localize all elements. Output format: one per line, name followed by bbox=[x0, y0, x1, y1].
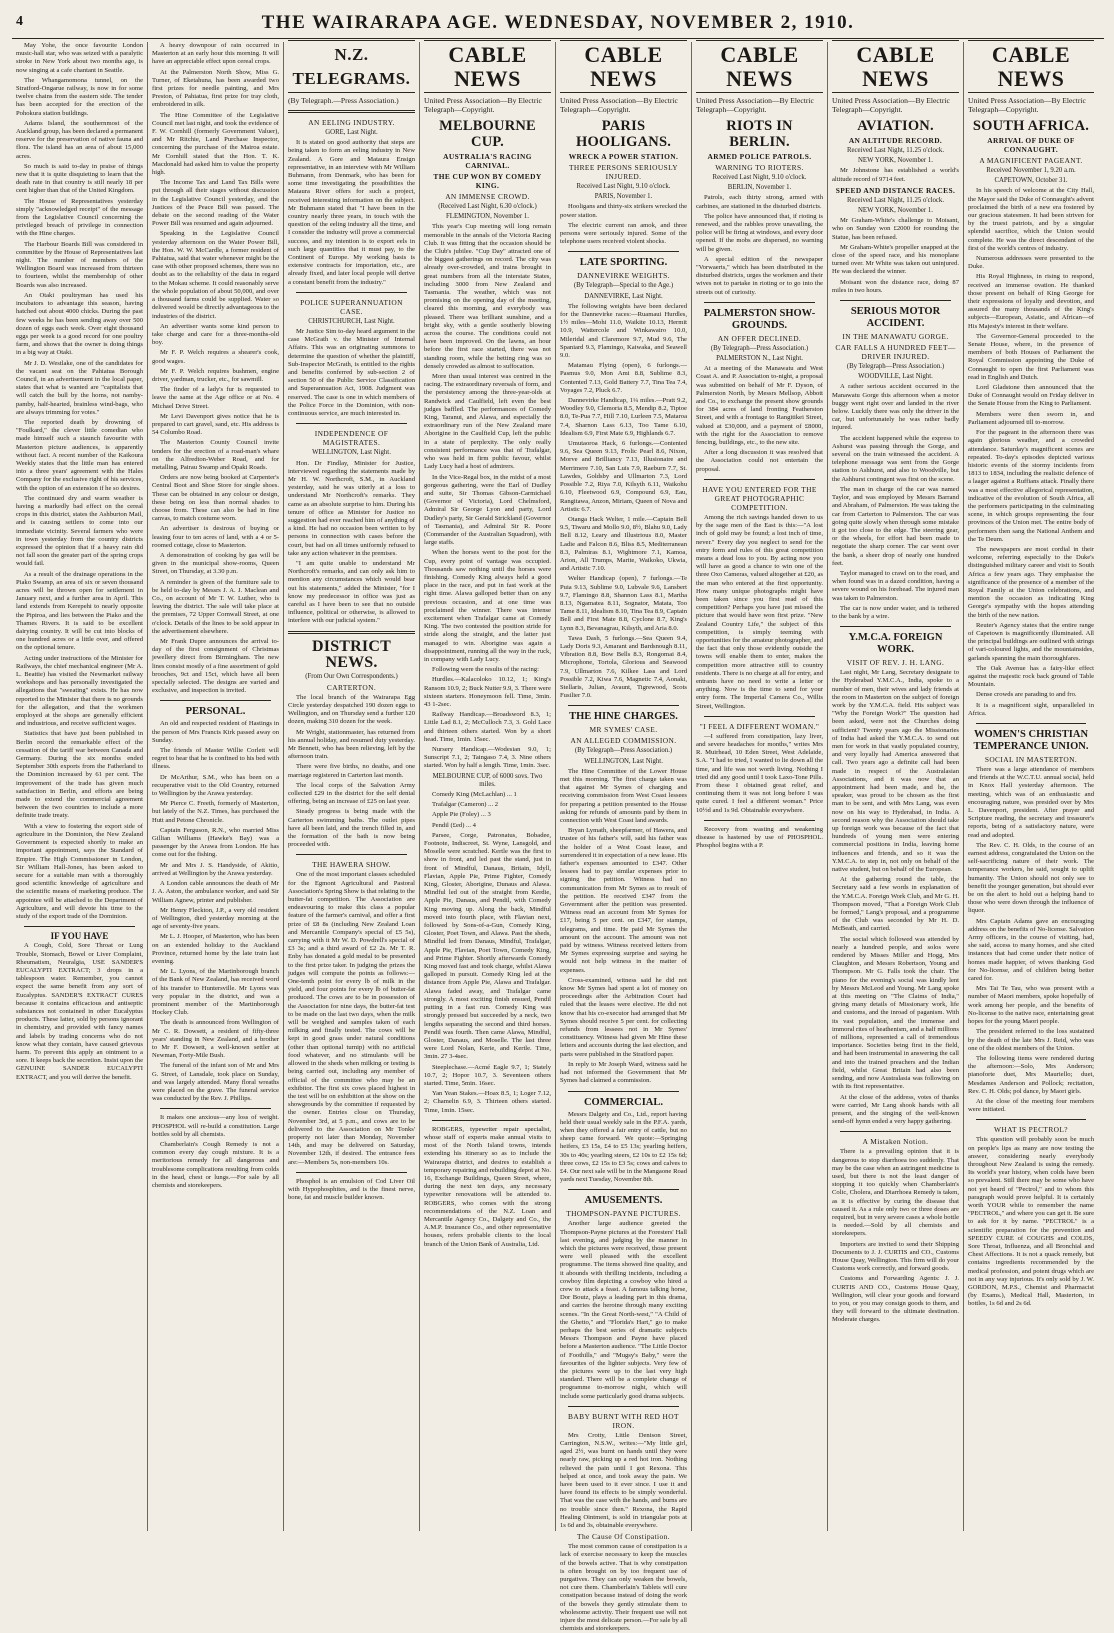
mistaken-notion-paragraphs bbox=[832, 1148, 959, 1324]
cup-results bbox=[424, 791, 551, 830]
article-paragraph: This year's Cup meeting will long remain memorable in the annals of the Victoria Racing Club. It was fitting that the occasion should be the Club's jubilee. "Cup Day" attracted one of the biggest gatherings on record. The city was already over-crowded, and trains brought in great numbers from all the interstate States, including 3000 from New Zealand and Tasmania. The weather, which was not promising on the opening day of the meeting, cleared this morning, and everybody was pleased. There was brilliant sunshine, and a bright sky, with a gentle southerly blowing across the course. The conditions could not have been improved. On the lawns, an hour before the first race started, there was not standing room, while the betting ring was so densely crowded as almost to suffocation. bbox=[424, 223, 551, 370]
article-paragraph: The Rev. C. H. Olds, in the course of an earnest address, congratulated the Union on the self-sacrificing nature of their work. The temperance workers, he said, sought to uplift humanity. The Union should not only see to benefit the younger generation, but should ever be on the alert to hold out a helping hand to those who were down through the influence of liquor. bbox=[968, 841, 1094, 915]
subheading: DANNEVIRKE WEIGHTS. bbox=[577, 271, 670, 281]
article-paragraph: One of the most important classes scheduled for the Egmont Agricultural and Pastoral Association's Spring Show is that relating to the butter-fat competition. The Association are endeavouring to make this class a popular feature of the farmer's carnival, and offer a first prize of £8 8s (including New Zealand Loan and Mercantile Company's special of £5 5s), carrying with it Mr W. D. Powdrell's special of £3 3s; and a third award of £2 2s. Mr T. R. Enby has donated a gold medal to be presented to the first prize taker. In judging the prizes the judges will compute the points as follows:—One-tenth point for every lb of milk in the yield, and four points for every lb of butter-fat produced. The cows are to be in possession of the Association for nine days, the butter-fat test to be made on the last two days, when the milk will be weighed and samples taken of each milking and finally tested. The cows will be kept in good grass under natural conditions (other than optional turnip) with no artificial food whatever, and no stimulants will be allowed in the sheds when milking or testing is being carried out, including any member of official of the committee who may be an exhibitor. The first six cows placed highest in the test will be on exhibition at the show on the showgrounds by the committee if requested by the owner. Entries close on Thursday, November 3rd, at 5 p.m., and cows are to be delivered to the Association on Mr Tonks' property not later than Monday, November 14th, and may be delivered on Saturday, November 12th, if desired. The entrance fees are:—Members 5s, non-members 10s. bbox=[288, 871, 415, 1166]
received-line: Received Last Night, 9.10 o'clock. bbox=[712, 174, 807, 181]
aviation-paragraphs bbox=[832, 167, 959, 183]
article-paragraph: Mrs Crotty, Little Denison Street, Carrington, N.S.W., writes:—"My little girl, aged 2½, was burnt on hands until they were nearly raw, picking up a red hot iron. Nothing relieved the pain until I got Rexona. This helped at once, and took away the pain. We have been used to it ever since. I use it and have found its effects to be simply wonderful. That was the case with the hands, and burns are no trouble since then." Rexona, the Rapid Healing Ointment, is sold in triangular pots at 1s 6d and 3s, obtainable everywhere. bbox=[560, 1431, 687, 1530]
paris-heading: PARIS HOOLIGANS. bbox=[575, 118, 672, 150]
article-paragraph: The Income Tax and Land Tax Bills were put through all their stages without discussion in the Legislative Council yesterday, and the Justices of the Peace Bill was passed. The debate on the second reading of the Water Power Bill was resumed and again adjourned. bbox=[152, 179, 279, 228]
cup-results-heading: MELBOURNE CUP, of 6000 sovs. Two miles. bbox=[432, 772, 543, 788]
article-paragraph: Nursery Handicap.—Wodesian 9.0, 1; Sunscript 7.1, 2; Taingaso 7.4, 3. Nine others started. Won by half a length. Time, 1min. 3sec. bbox=[424, 746, 551, 770]
article-paragraph: Cross-examined, witness said he did not know Mr Symes had spent a lot of money on proceedings after the Arbitration Court had ruled that the leases were elective. He did not know that his co-executor had arranged that Mr Symes should receive 5 per cent. for collecting refunds from lessees not in Mr Symes' constituency. Witness had given Mr Hine these letters and accounts during the last election, and parts were published in the Stratford paper. bbox=[560, 976, 687, 1058]
article-paragraph: Trafalgar (Cameron) ... 2 bbox=[432, 801, 499, 809]
article-paragraph: When the horses went to the post for the Cup, every point of vantage was occupied. Thousands saw nothing until the horses were finishing. Comedy King always held a good place in the race, and put in fast work at the right time. Alawa galloped better than on any previous occasion, and at one time was proclaimed the winner. There was intense excitement when Trafalgar came at Comedy King. The two contested the position stride for stride along the straight, and the latter just managed to win. Aborigine was again a disappointment, running all the way in the ruck, in company with Lady Lucy. bbox=[424, 549, 551, 663]
divider bbox=[160, 700, 271, 701]
article-paragraph: Taylor managed to crawl on to the road, and when found was in a dazed condition, having a severe wound on his forehead. The injured man was taken to Palmerston. bbox=[832, 569, 959, 602]
article-paragraph: Patrols, each thirty strong, armed with carbines, are stationed in the disturbed districts. bbox=[696, 194, 823, 210]
divider bbox=[704, 716, 815, 717]
subheading: WARNING TO RIOTERS. bbox=[715, 163, 804, 172]
article-paragraph: Otanga Hack Welter, 1 mile.—Captain Bell 9.5, Tiwaru and Mollo 9.0, 8½, Blahu 9.0, Lady Bell 8.12, Leary and Illustrious 8.0, Master Ladie and Falcon 8.6, Bliss 8.5, Mediterranean 8.3, Palmiras 8.1, Wightmore 7.1, Kamoa, Arion, All Trumps, Marite, Waikoko, Ukwia, and Artistic 7.10. bbox=[560, 515, 687, 573]
late-sporting-heading: LATE SPORTING. bbox=[579, 257, 668, 269]
rexona-heading: BABY BURNT WITH RED HOT IRON. bbox=[568, 1411, 679, 1430]
article-paragraph: Following were the results of the racing: bbox=[432, 666, 539, 674]
article-paragraph: After a long discussion it was resolved that the Association could not entertain the proposal. bbox=[696, 449, 823, 473]
divider bbox=[296, 1172, 407, 1173]
commercial-paragraphs bbox=[560, 1111, 687, 1185]
article-paragraph: The reported death by drowning of "Foulkard," the clever little comedian who made himself such a staunch favourite with Masterton picture audiences, is apparently without fact. A recent number of the Kaikoura Weekly states that the little man has entered into a three years' agreement with the Hales Company for the exclusive right of his services, with the option of an extension if he so desires. bbox=[16, 418, 143, 492]
article-paragraph: Tawa Dash, 5 furlongs.—Sea Queen 9.4, Lady Doris 9.3, Amarant and Bardsnough 8.11, Vibration 8.8, Bow Bells 8.3, Rongomai 8.4, Microphone, Tortola, Glorious and Seawood 7.9, Ullmarton 7.6, Kilkee Lass and Lord Possible 7.2, Kiwa 7.6, Magnetic 7.4, Aonaki, Stellaris, Julian, Avaunt, Tigrewood, Scots Fusilier 7.0. bbox=[560, 634, 687, 700]
dateline: WOODVILLE, Last Night. bbox=[858, 373, 933, 381]
dateline: BERLIN, November 1. bbox=[727, 184, 792, 192]
rexona-paragraphs bbox=[560, 1432, 687, 1530]
eucalypti-advert: A Cough, Cold, Sore Throat or Lung Trouble, Stomach, Bowel or Liver Complaint, Rheumatism, Neuralgia, USE SANDER'S EUCALYPTI EXTRACT; 3 drops in a tablespoon water. Remember, you cannot expect the same benefit from any sort of Eucalyptus. SANDER'S EXTRACT CURES because it contains efficacious and antiseptic substances not contained in other Eucalyptus products. These latter, sold by persons ignorant in chemistry, and provided with fancy names and labels by trading concerns who do not know what they contain, have caused grievous harm. To prevent this apply an ointment to a sore. It keeps back the secretion. Insist upon the GENUINE SANDER EUCALYPTI EXTRACT, and you will derive the benefit. bbox=[16, 942, 143, 1081]
amusements-paragraphs bbox=[560, 1220, 687, 1400]
columns bbox=[12, 42, 1104, 1633]
article-paragraph: —I suffered from constipation, lazy liver, and severe headaches for months," writes Mrs R. Muirhead, 10 Eden Street, West Adelaide, S.A. "I had to tried, I wanted to lie down all the time, and life was not worth living. Nothing I tried did any good until I took Laxo-Tone Pills. From these I obtained great relief, and continuing them it was not long before I was quite cured. I feel a different woman." Price 10½d and 1s 9d. Obtainable everywhere. bbox=[696, 732, 823, 814]
sporting-paragraphs bbox=[560, 303, 687, 701]
cable-news-banner: CABLE NEWS bbox=[424, 40, 551, 93]
hine-charges-heading: THE HINE CHARGES. bbox=[569, 711, 678, 723]
article-paragraph: Numerous addresses were presented to the Duke. bbox=[968, 255, 1094, 271]
article-paragraph: Captain Ferguson, R.N., who married Miss Gillian Williams (Hawke's Bay) was a passenger by the Arawa from London. He has come out for the fishing. bbox=[152, 826, 279, 859]
amusements-heading: AMUSEMENTS. bbox=[584, 1195, 663, 1207]
wctu-heading: WOMEN'S CHRISTIAN TEMPERANCE UNION. bbox=[973, 729, 1089, 752]
subheading: AUSTRALIA'S RACING CARNIVAL. bbox=[443, 152, 532, 170]
divider bbox=[288, 631, 415, 634]
local-paragraphs bbox=[16, 42, 143, 921]
article-paragraph: The electric current ran amok, and three persons were seriously injured. Some of the telephone users received violent shocks. bbox=[560, 221, 687, 246]
credit-line: (By Telegraph—Press Association.) bbox=[574, 747, 673, 755]
press-credit: United Press Association—By Electric Telegraph—Copyright. bbox=[560, 96, 678, 114]
article-paragraph: May Yohe, the once favourite London music-hall star, who was seized with a paralytic stroke in New York about two months ago, is now singing at a cafe chantant in Seattle. bbox=[16, 42, 143, 74]
article-paragraph: Welter Handicap (open), 7 furlongs.—Te Puia 9.13, Sublime 9.0, Lubvale 9.6, Lansbert 9.7, Flamingo 8.8, Shannon Lass 8.1, Martha 8.13, Ngamatea 8.11, Sognator, Matata, Too Tame 8.11, Idealism 8.10, Tina Tea 8.9, Captain Bell and First Mate 8.8, Cyclone 8.7, King's Lynn 8.3, Bevanagrau, Kilsyth, and Aria 8.0. bbox=[560, 575, 687, 632]
dateline: WELLINGTON, Last Night. bbox=[584, 757, 663, 765]
article-paragraph: Statistics that have just been published in Berlin record the remarkable effect of the cessation of the tariff war between Canada and Germany. During the six months ended September 30th exports from the Fatherland to the Dominion increased by 61 per cent. The improvement of the trade has given much satisfaction in Berlin, and efforts are being made to extend the commercial agreement between the two countries to include a more definite trade treaty. bbox=[16, 730, 143, 820]
article-paragraph: The most common cause of constipation is a lack of exercise necessary to keep the muscles of the bowels active. That is why constipation is often brought on by too frequent use of purgatives. They can only weaken the bowels, not cure them. Chamberlain's Tablets will cure constipation because instead of doing the work of the bowels they gently stimulate them to wholesome activity. Their frequent use will not injure the most delicate person.—For sale by all chemists and storekeepers. bbox=[560, 1543, 687, 1633]
police-paragraphs bbox=[288, 328, 415, 418]
article-paragraph: Comedy King (McLachlan) ... 1 bbox=[432, 791, 517, 799]
pectrol-paragraphs bbox=[968, 1136, 1094, 1308]
divider bbox=[288, 110, 415, 113]
palmerston-heading: PALMERSTON SHOW-GROUNDS. bbox=[703, 307, 816, 331]
aviation-heading: AVIATION. bbox=[857, 118, 934, 134]
photo-competition-heading: HAVE YOU ENTERED FOR THE GREAT PHOTOGRAPHIC COMPETITION. bbox=[702, 484, 817, 512]
article-paragraph: With a view to fostering the export side of agriculture in the Dominion, the New Zealand Government is expected shortly to make an important appointment, says the Standard of Empire. The High Commissioner in London, Sir William Hall-Jones, has been asked to secure for a suitable man with a thoroughly good scientific knowledge of agriculture and the scientific means of marketing produce. The appointee will be attached to the Department of Agriculture, and will devote his time to the study of the export trade of the Dominion. bbox=[16, 822, 143, 920]
article-paragraph: The newspapers are most cordial in their welcome, referring especially to the Duke's distinguished military career and visit to South Africa a few years ago. They emphasise the significance of the presence of a member of the Royal Family at the Union celebrations, and mention the occasion as indicating King George's sympathy with the hopes attending the birth of the new nation. bbox=[968, 545, 1094, 619]
received-line: (Received Last Night, 6.30 o'clock.) bbox=[438, 203, 537, 210]
dateline: CHRISTCHURCH, Last Night. bbox=[308, 317, 395, 325]
article-paragraph: Customs and Forwarding Agents: J. J. CURTIS AND CO., Customs House Quay, Wellington, will clear your goods and forward to you, or you may consign goods to them, and they will forward to the ultimate destination. Moderate charges. bbox=[832, 1275, 959, 1324]
article-paragraph: In his speech of welcome at the City Hall, the Mayor said the Duke of Connaught's advent proclaimed the birth of a new era fostered by our gracious statesmen. It had been striven for by the truest patriots, and by a singular splendid sacrifice, which the Union would complete. He was the direct descendant of the first of the world's centres of industry. bbox=[968, 187, 1094, 252]
article-paragraph: Mr Henry Fleckton, J.P., a very old resident of Wellington, died yesterday morning at the age of seventy-five years. bbox=[152, 906, 279, 931]
dateline: PARIS, November 1. bbox=[594, 193, 653, 201]
robgers-advert: ROBGERS, typewriter repair specialist, whose staff of experts make annual visits to most of the North Island towns, intends extending his itinerary so as to include the Wairarapa district, and desires to establish a temporary repairing and rebuilding depot at No. 16, Exchange Buildings, Queen Street, where, during the next ten days, any necessary typewriter renovations will be attended to. ROBGERS, who comes with the strong recommendations of the N.Z. Loan and Mercantile Agency Co., Dalgety and Co., the A.M.P. Insurance Co., and other representative houses, refers probable clients to the local branch of the Union Bank of Australia, Ltd. bbox=[424, 1125, 551, 1248]
subheading: MR SYMES' CASE. bbox=[589, 725, 658, 735]
palmerston-paragraphs bbox=[696, 365, 823, 474]
article-paragraph: Mr and Mrs J. S. Handyside, of Akitio, arrived at Wellington by the Arawa yesterday. bbox=[152, 861, 279, 877]
dateline: PALMERSTON N., Last Night. bbox=[716, 355, 803, 363]
article-paragraph: The Governor-General proceeded to the Senate House, where, in the presence of members of both Houses of Parliament the Royal Commission appointing the Duke of Connaught to open the first Parliament was read in English and Dutch. bbox=[968, 332, 1094, 381]
article-paragraph: Mr Graham-White's challenge to Moisant, who on Sunday won £2000 for rounding the Statue, has been refused. bbox=[832, 217, 959, 241]
divider bbox=[160, 1108, 271, 1109]
article-paragraph: Mrs Tai Te Tau, who was present with a number of Maori members, spoke hopefully of work among her people, and the benefits of No-license to the native race, entertaining great hopes for the young Maori people. bbox=[968, 985, 1094, 1026]
article-paragraph: An Otaki poultryman has used his incubators to advantage this season, having hatched out about 4000 chicks. During the past few weeks he has been sending away over 500 dozen of eggs each week. Over eight thousand eggs per week is a good record for one poultry farm, and shows that the owner is doing things in a big way at Otaki. bbox=[16, 291, 143, 357]
received-line: Received Last Night, 11.25 o'clock. bbox=[846, 196, 945, 204]
article-paragraph: The president referred to the loss sustained by the death of the late Mrs J. Reid, who was one of the oldest members of the Union. bbox=[968, 1028, 1094, 1052]
divider bbox=[568, 251, 679, 252]
article-paragraph: Orders are now being booked at Carpenter's Central Boot and Shoe Store for single shoes. These can be obtained in any colour or design, these being on less than normal shades to choose from. These can also be had in fine canvas, to match costume worn. bbox=[152, 474, 279, 523]
article-paragraph: So much is said to-day in praise of things new that it is quite disquieting to learn that the death rate in that country is still nearly 18 per cent higher than that of the United Kingdom. bbox=[16, 162, 143, 195]
article-paragraph: Mr Johnstone has established a world's altitude record of 9714 feet. bbox=[832, 167, 959, 183]
newspaper-title: THE WAIRARAPA AGE. WEDNESDAY, NOVEMBER 2, 1910. bbox=[261, 12, 855, 33]
hawera-paragraphs bbox=[288, 871, 415, 1166]
laxo-tone-heading: "I FEEL A DIFFERENT WOMAN." bbox=[699, 721, 820, 731]
divider bbox=[840, 300, 951, 301]
local-paragraphs bbox=[152, 42, 279, 695]
personal-heading: PERSONAL. bbox=[185, 706, 246, 718]
dateline: NEW YORK, November 1. bbox=[858, 207, 933, 215]
article-paragraph: Mr Levi Davenport gives notice that he is prepared to cart gravel, sand, etc. His address is 54 Columbo Road. bbox=[152, 412, 279, 437]
article-paragraph: Mr Pierce C. Freeth, formerly of Masterton, but lately of the N.Z. Times, has purchased the Hutt and Petone Chronicle. bbox=[152, 800, 279, 824]
divider bbox=[296, 292, 407, 293]
dateline: WELLINGTON, Last Night. bbox=[312, 449, 391, 457]
article-paragraph: Steady progress is being made with the Carterton swimming baths. The outlet pipes have all been laid, and the trench filled in, and the formation of the bath is now being proceeded with. bbox=[288, 808, 415, 849]
ymca-paragraphs bbox=[832, 669, 959, 1126]
article-paragraph: Mr Justice Sim to-day heard argument in the case McGrath v. the Minister of Internal Affairs. This was an originating summons to determine the question of whether the plaintiff, Sub-Inspector McGrath, is entitled to the rights and benefits conferred by sub-section 2 of section 50 of the Public Service Classification and Superannuation Act, 1908. Judgment was reserved. The case is one in which members of the Police Force in the Dominion, with non-continuous service, are much interested in. bbox=[288, 328, 415, 418]
motor-accident-heading: SERIOUS MOTOR ACCIDENT. bbox=[850, 306, 941, 330]
hine-paragraphs bbox=[560, 768, 687, 1086]
column-7 bbox=[828, 42, 964, 1531]
column-1 bbox=[12, 42, 148, 1531]
credit-line: (By Telegraph—Press Association.) bbox=[846, 363, 945, 371]
column-4 bbox=[420, 42, 556, 1531]
article-paragraph: The House of Representatives yesterday simply "acknowledged receipt" of the message from the Legislative Council concerning the privileged breach of privilege in connection with the Hine charges. bbox=[16, 197, 143, 238]
subheading: ARRIVAL OF DUKE OF CONNAUGHT. bbox=[987, 136, 1075, 154]
phosphol-advert: Recovery from wasting and weakening disease is hastened by use of PHOSPHOL. Phosphol begins with a P. bbox=[696, 825, 823, 850]
article-paragraph: "I am quite unable to understand Mr Northcroft's remarks, and can only ask him to mention any circumstances which would bear out his statements," added the Minister, "for I know my predecessor in office was just as careful as I have been to see that no outside influence, political or otherwise, is allowed to interfere with our judicial system." bbox=[288, 559, 415, 625]
article-paragraph: At the close of the meeting four members were initiated. bbox=[968, 1097, 1094, 1114]
divider bbox=[704, 302, 815, 303]
article-paragraph: The following items were rendered during the afternoon:—Solo, Mrs Anderson; pianoforte duet, Mrs Mauriello; duet, Mesdames Anderson and Pollock; recitation, Rev. C. H. Olds; pol dance, by Maori girls. bbox=[968, 1054, 1094, 1095]
subheading: VISIT OF REV. J. H. LANG. bbox=[846, 658, 945, 668]
article-paragraph: The Hine Committee of the Lower House met this morning. The first charge taken was that against Mr Symes of charging and receiving commission from West Coast lessees for preparing a petition presented to the House asking for refunds of amounts paid by them in connection with West Coast land awards. bbox=[560, 767, 687, 824]
column-8 bbox=[964, 42, 1098, 1531]
magistrates-paragraphs bbox=[288, 460, 415, 626]
credit-line: (By Telegraph—Special to the Age.) bbox=[573, 282, 674, 290]
police-heading: POLICE SUPERANNUATION CASE. bbox=[300, 297, 403, 316]
article-paragraph: Dense crowds are parading to and fro. bbox=[976, 691, 1077, 699]
press-credit: (By Telegraph.—Press Association.) bbox=[288, 96, 399, 105]
subheading: IN THE MANAWATU GORGE. bbox=[842, 332, 949, 342]
article-paragraph: The finder of a lady's fur is requested to leave the same at the Age office or at No. 4 Michael Drive Street. bbox=[152, 386, 279, 410]
article-paragraph: The social which followed was attended by nearly a hundred people, and solos were rendered by Misses Miller and Hogg, Mrs Claughton, and Messrs Robertson, Young and Thompson. Mr G. Falls took the chair. The piano for the evening's social was kindly lent by Messrs McLeod and Young. Mr Lang spoke at this meeting on "The Claims of India," giving many details of Missionary work, life and customs, and the inroad of paganism. With its vast population, and the immense and immoral rites of heathenism, and a half millions of millions, represented a call of tremendous importance. Societies being first in the field, and had been instrumental in answering the call and into the trained preachers and the Indian field, whilst Great Britain had also been sending, and now Australasia was following on with its first representative. bbox=[832, 935, 959, 1091]
article-paragraph: Mr F. P. Welch requires a shearer's cook, good wages. bbox=[152, 349, 279, 365]
dateline: GORE, Last Night. bbox=[325, 129, 378, 136]
mistaken-notion-heading: A Mistaken Notion. bbox=[862, 1137, 929, 1147]
article-paragraph: At the gathering round the table, the Secretary said a few words in explanation of the Y.M.C.A. Foreign Work Club, and Mr G. H. Thompson moved, "That a Foreign Work Club be formed," Lang's proposal, and a programme of the Club was seconded by Mr H. D. McBeath, and carried. bbox=[832, 876, 959, 933]
motor-accident-paragraphs bbox=[832, 383, 959, 621]
received-line: Received Last Night, 11.25 o'clock. bbox=[846, 147, 945, 154]
dateline: NEW YORK, November 1. bbox=[858, 157, 933, 165]
article-paragraph: His Royal Highness, in rising to respond, received an immense ovation. He thanked those present on behalf of King George for their expressions of loyalty and devotion, and assured the many thousands of the King's subjects—European, Asiatic, and African—of His Majesty's interest in their welfare. bbox=[968, 273, 1094, 330]
divider bbox=[704, 820, 815, 821]
article-paragraph: Railway Handicap.—Broadsword 8.3, 1; Little Lad 8.1, 2; McCulloch 7.3, 3. Gold Lace and thirteen others started. Won by a short head. Time, 1min. 15sec. bbox=[424, 711, 551, 743]
south-africa-paragraphs bbox=[968, 187, 1094, 718]
constipation-paragraphs bbox=[560, 1543, 687, 1633]
article-paragraph: Dannevirke Handicap, 1¼ miles.—Pratt 9.2, Woodley 9.0, Clemoria 8.5, Mendip 8.2, Tiptoe 8.0, Te-Pua 7.7, Hill 7.10, Lurleen 7.5, Mataroa 7.4, Sharnon Lass 6.13, Too Tame 6.10, Idealism 6.9, First Mate 6.9, Highlands 6.7. bbox=[560, 397, 687, 437]
article-paragraph: Bryan Lymath, sheepfarmer, of Hawera, and trustee of his father's will, said his father was the holder of a West Coast lease, and surrendered it in expectation of a new lease. His father's expenses amounted to £347. Other lessees had to pay similar expenses prior to signing the petition. Witness had no communication from Mr Symes as to result of the petition. He received £347 from the Government after the petition was presented. Witness read an account from Mr Symes for £17, being 5 per cent. on £347, for stamps, telegrams, and time. He paid Mr Symes the amount on the account. The amount was not paid by witness. Witness received letters from Mr Symes expressing surprise and saying he would not help witness in the matter of expenses. bbox=[560, 827, 687, 974]
article-paragraph: Mr F. P. Welch requires bushmen, engine driver, yardman, trucker, etc., for sawmill. bbox=[152, 367, 279, 383]
subheading: SPEED AND DISTANCE RACES. bbox=[835, 185, 956, 195]
advert-paragraphs bbox=[152, 1114, 279, 1190]
column-5 bbox=[556, 42, 692, 1633]
commercial-heading: COMMERCIAL. bbox=[583, 1096, 664, 1108]
district-news-heading: DISTRICT NEWS. bbox=[312, 637, 391, 671]
subheading: THREE PERSONS SERIOUSLY INJURED. bbox=[568, 163, 679, 181]
column-3 bbox=[284, 42, 420, 1531]
article-paragraph: The local corps of the Salvation Army collected £29 in the district for the self denial offering, being an increase of £25 on last year. bbox=[288, 781, 415, 806]
article-paragraph: Chamberlain's Cough Remedy is not a common every day cough mixture. It is a meritorious remedy for all dangerous and troublesome complications resulting from colds in the head, chest or lungs.—For sale by all chemists and storekeepers. bbox=[152, 1140, 279, 1189]
article-paragraph: There is a prevailing opinion that it is dangerous to stop diarrhoea too suddenly. That may be the case when an astringent medicine is used, but there is not the least danger of stopping it too quickly when Chamberlain's Colic, Cholera, and Diarrhoea Remedy is taken, as it is effective by curing the disease that caused it. As a rule only two or three doses are required, but in very severe cases a whole bottle is needed.—Sold by all chemists and storekeepers. bbox=[832, 1148, 959, 1238]
subheading: SOCIAL IN MASTERTON. bbox=[984, 755, 1078, 764]
subheading: AN OFFER DECLINED. bbox=[717, 333, 802, 343]
cup-paragraphs-2 bbox=[424, 832, 551, 1115]
article-paragraph: Umutaoroa Hack, 6 furlongs.—Contented 9.6, Sea Queen 9.13, Frolic Pearl 8.6, Nixon, Morve and Brilliancy 7.13, Illusionaire and Merrimere 7.10, San Luis 7.9, Raeburn 7.7, St. Lawdes, Goldsby and Ullmarton 7.3, Lord Possible 7.2, Riya 7.0, Kilsyth 6.11, Waikohu 6.10, Fleetwood 6.9, Compound 6.9, Eau, Rangitawa, Anzon, Miriam, Queen of Nova and Artistic 6.7. bbox=[560, 440, 687, 513]
article-paragraph: A rather serious accident occurred in the Manawatu Gorge this afternoon when a motor buggy went right over and landed in the river below. Luckily there was only the driver in the car, but unfortunately he was rather badly injured. bbox=[832, 383, 959, 432]
received-line: Received Last Night, 9.10 o'clock. bbox=[576, 183, 671, 190]
article-paragraph: Hurdles.—Kalacoloko 10.12, 1; King's Ransom 10.9, 2; Buck Nutter 9.9, 3. There were sixteen starters. Honeymoon fell. Time, 3min. 43 1-2sec. bbox=[424, 676, 551, 708]
article-paragraph: Acting under instructions of the Minister for Railways, the chief mechanical engineer (Mr A. L. Beattie) has visited the Newmarket railway workshops and has personally investigated the allegations that "sweating" exists. He has now reported to the Minister that there is no grounds for the allegation, and that the workmen employed at the shops are generally efficient and industrious, and receive sufficient wages. bbox=[16, 654, 143, 728]
carterton-paragraphs bbox=[288, 694, 415, 850]
article-paragraph: Lord Gladstone then announced that the Duke of Connaught would on Friday deliver in the Senate House from the King to Parliament. bbox=[968, 384, 1094, 408]
article-paragraph: At the Palmerston North Show, Miss G. Turner, of Eketahuna, has been awarded two first prizes for needle painting, and Mrs Preston, of Pahiatua, first prize for tray cloth, embroidered in silk. bbox=[152, 68, 279, 109]
nz-telegrams-banner: N.Z. TELEGRAMS. bbox=[288, 40, 415, 93]
magistrates-heading: INDEPENDENCE OF MAGISTRATES. bbox=[314, 429, 389, 448]
article-paragraph: Mr L. Lyons, of the Martinborough branch of the Bank of New Zealand, has received word of his transfer to Huntersville. Mr Lyons was very popular in the district, and was a prominent member of the Martinborough Hockey Club. bbox=[152, 968, 279, 1017]
divider bbox=[976, 1119, 1086, 1120]
subheading: ARMED POLICE PATROLS. bbox=[707, 152, 812, 161]
article-paragraph: More than usual interest was centred in the racing. The extraordinary reversals of form, and the persistency among the three-year-olds at Randwick and Caulfield, left even the best judges baffled. The performances of Comedy King, Taranui, and Alawa, and especially the extraordinary run of the New Zealand mare Aborigine in the Caulfield Cup, left the public in a state of perplexity. The only really consistent performance was that of Trafalgar, who was held in firm public favour, whilst Lady Lucy had a host of admirers. bbox=[424, 373, 551, 471]
article-paragraph: Importers are invited to send their Shipping Documents to J. J. CURTIS and CO., Customs House Quay, Wellington. This firm will do your Customs work correctly, and forward goods. bbox=[832, 1240, 959, 1273]
article-paragraph: A special edition of the newspaper "Vorwaerts," which has been distributed in the disturbed districts, urges the workmen and their wives not to partake in rioting or to go into the streets out of curiosity. bbox=[696, 255, 823, 296]
wctu-paragraphs bbox=[968, 766, 1094, 1114]
press-credit: United Press Association—By Electric Telegraph—Copyright. bbox=[832, 96, 950, 114]
article-paragraph: The local branch of the Wairarapa Egg Circle yesterday despatched 190 dozen eggs to Wellington, and on Thursday send a further 120 dozen, making 310 dozen for the week. bbox=[288, 693, 415, 726]
article-paragraph: Matamau Flying (open), 6 furlongs.—Pasmus 9.0, Mon Ami 8.8, Sublime 8.3, Contented 7.13, Gold Battery 7.7, Tina Tea 7.4, Voyages 7.2, Pluck 6.7. bbox=[560, 362, 687, 394]
press-credit: United Press Association—By Electric Telegraph—Copyright. bbox=[424, 96, 542, 114]
article-paragraph: There was a large attendance of members and friends at the W.C.T.U. annual social, held in Knox Hall yesterday afternoon. The meeting, which was of an enthusiastic and encouraging nature, was presided over by Mrs L. Davenport, president. After prayer and Scripture reading, the secretary and treasurer's reports, being of a satisfactory nature, were read and adopted. bbox=[968, 766, 1094, 839]
article-paragraph: The Masterton County Council invite tenders for the erection of a road-man's whare on the Alfredton-Weber Road, and for metalling, Pairau Swamp and Opaki Roads. bbox=[152, 439, 279, 471]
subheading: CAR FALLS A HUNDRED FEET—DRIVER INJURED. bbox=[835, 343, 956, 362]
article-paragraph: At a meeting of the Manawatu and West Coast A. and P. Association to-night, a proposal was submitted on behalf of Mr F. Dyson, of Palmerston North, by Messrs Mellsop, Abbott and Co., to exchange the present show grounds for 384 acres of land fronting Featherston Street, and with a frontage to Rangitikei Street, valued at £30,000, and a payment of £8000, with the right for the Association to remove fencing, buildings, etc., to the new site. bbox=[696, 365, 823, 447]
article-paragraph: Hooligans and thirty-six strikers wrecked the power station. bbox=[560, 203, 687, 219]
article-paragraph: Yan Yean Stakes.—Hoax 8.5, 1; Loger 7.12, 2; Chamelin 6.9, 3. Thirteen others started. Time, 1min. 15sec. bbox=[424, 1090, 551, 1114]
article-paragraph: The Harbour Boards Bill was considered in committee by the House of Representatives last night. The number of members of the Wellington Board was increased from thirteen to fourteen, whilst the membership of other Boards was also increased. bbox=[16, 240, 143, 289]
article-paragraph: It is a magnificent sight, unparalleled in Africa. bbox=[968, 701, 1094, 717]
cable-news-banner: CABLE NEWS bbox=[560, 40, 687, 93]
article-paragraph: An advertiser wants some kind person to take charge and care for a three-months-old boy. bbox=[152, 322, 279, 347]
article-paragraph: In the Vice-Regal box, in the midst of a most gorgeous gathering, were the Earl of Dudley and suite, Sir Thomas Gibson-Carmichael (Governor of Victoria), Lord Chelmsford, Admiral Sir George Lyon and party, Lord Dudley's party, Sir Gerald Strickland (Governor of Tasmania), and Admiral Sir R. Poore (Commander of the Australian Squadron), with large staffs. bbox=[424, 473, 551, 547]
paris-paragraphs bbox=[560, 203, 687, 246]
divider bbox=[296, 423, 407, 424]
article-paragraph: It makes one anxious—any loss of weight. PHOSPHOL will re-build a constitution. Large bottles sold by all chemists. bbox=[152, 1114, 279, 1138]
article-paragraph: Reuter's Agency states that the entire range of Capetown is magnificently illuminated. All the principal buildings are outlined with strings of vari-coloured lights, and the mountainsides, garlands spanning the main thoroughfares. bbox=[968, 621, 1094, 662]
south-africa-heading: SOUTH AFRICA. bbox=[972, 118, 1090, 134]
subheading: AN IMMENSE CROWD. bbox=[445, 192, 530, 201]
photo-competition-paragraphs bbox=[696, 514, 823, 711]
article-paragraph: The Oak Avenue has a fairy-like effect against the majestic rock back ground of Table Mountain. bbox=[968, 664, 1094, 689]
article-paragraph: Dr McArthur, S.M., who has been on a recuperative visit to the Old Country, returned to Wellington by the Arawa yesterday. bbox=[152, 773, 279, 798]
article-paragraph: Mr Frank Dupre announces the arrival to-day of the first consignment of Christmas jewellery direct from Birmingham. The new lines consist mostly of a fine assortment of gold brooches, 9ct and 15ct, which have all been specially selected. The designs are varied and exclusive, and inspection is invited. bbox=[152, 638, 279, 695]
article-paragraph: An advertiser is desirous of buying or leasing four to ten acres of land, with a 4 or 5-roomed cottage, close to Masterton. bbox=[152, 525, 279, 549]
eeling-heading: AN EELING INDUSTRY. bbox=[308, 118, 395, 127]
article-paragraph: It is stated on good authority that steps are being taken to form an eeling industry in New Zealand. A Gore and Mataura Ensign representative, in an interview with Mr William Buhmann, from Denmark, who has been for some time investigating the possibilities the Mataura River offers for such a project, received interesting information on the subject. Mr Buhmann stated that "I have been in the country nearly three years, in touch with the question of the eeling industry all the time, and I consider the industry will prove a commercial success, and my intention is to export eels in such large quantities that it must pay, to the Continent of Europe. My working basis is extensive contracts for importation, etc., are already fixed, and later local people will derive a constant benefit from the industry." bbox=[288, 139, 415, 286]
divider bbox=[24, 926, 135, 927]
divider bbox=[296, 854, 407, 855]
press-credit: United Press Association—By Electric Telegraph—Copyright. bbox=[696, 96, 814, 114]
article-paragraph: The car is now under water, and is tethered to the bank by a wire. bbox=[832, 604, 959, 620]
page-number: 4 bbox=[16, 14, 23, 29]
article-paragraph: A reminder is given of the furniture sale to be held to-day by Messrs J. A. J. Maclean and Co., on account of Mr T. W. Luther, who is leaving the district. The sale will take place at the premises, 72 Upper Cornwall Street, at one o'clock. Details of the lines to be sold appear in the advertisement elsewhere. bbox=[152, 578, 279, 635]
carterton-heading: CARTERTON. bbox=[326, 682, 377, 692]
article-paragraph: Mr Wright, stationmaster, has returned from his annual holiday, and resumed duty yesterday. Mr Bennett, who has been relieving, left by the afternoon train. bbox=[288, 728, 415, 761]
article-paragraph: Adams Island, the southernmost of the Auckland group, has been declared a permanent reserve for the preservation of native fauna and flora. The island has an area of about 15,000 acres. bbox=[16, 119, 143, 160]
article-paragraph: Pendil (£ed) ... 4 bbox=[432, 821, 476, 829]
article-paragraph: The death is announced from Wellington of Mr C. R. Dowsett, a resident of fifty-three years' standing in New Zealand, and a brother to Mr F. Dowsett, a well-known settler at Newman, Forty-Mile Bush. bbox=[152, 1019, 279, 1060]
received-line: Received November 1, 9.20 a.m. bbox=[986, 167, 1076, 174]
article-paragraph: The friends of Master Willie Corlett will regret to hear that he is confined to his bed with illness. bbox=[152, 747, 279, 771]
article-paragraph: Moisant won the distance race, doing 87 miles in two hours. bbox=[832, 278, 959, 294]
divider bbox=[976, 723, 1086, 724]
hawera-heading: THE HAWERA SHOW. bbox=[312, 860, 391, 870]
subheading: AN ALLEGED COMMISSION. bbox=[570, 736, 677, 746]
article-paragraph: For the pageant in the afternoon there was again glorious weather, and a crowded attendance. Saturday's magnificent scenes are repeated. To-day's episodes depicted various historic events of the stormy incidents from 1813 to 1834, including the realistic defence of a laager against a Ruffians attack. Finally there was a most effective allegorical representation, indicative of the evolution of South Africa, all the performers participating in the culminating scene, in which groups representing the four provinces of the Union met. The entire body of performers then sang the National Anthem and the Te Deum. bbox=[968, 429, 1094, 543]
cable-news-banner: CABLE NEWS bbox=[832, 40, 959, 93]
divider bbox=[704, 479, 815, 480]
berlin-paragraphs bbox=[696, 194, 823, 296]
article-paragraph: An old and respected resident of Hastings in the person of Mrs Francis Kirk passed away on Sunday. bbox=[152, 720, 279, 744]
article-paragraph: There were five births, no deaths, and one marriage registered in Carterton last month. bbox=[288, 763, 415, 779]
article-paragraph: This question will probably soon be much on people's lips as many are now testing the answer, considering nearly everybody throughout New Zealand is using the remedy. Its world's year history, when colds have been so prevalent. Still there may be some who have not yet heard of "Pectrol," and to whom this paragraph would prove helpful. It is certainly worth YOUR while to remember the name "PECTROL," and where you can get it. Be sure to ask for it by name. "PECTROL" is a scientific preparation for the prevention and SPEEDY CURE of COUGHS and COLDS, Sore Throat, Influenza, and all Bronchial and Chest Affections. It is not a quack remedy, but contains ingredients recommended by the medical profession, and potent drugs which are not in any way injurious. It's only sold by J. W. GORDON, M.P.S., Chemist and Pharmacist (by Exams.), Medical Hall, Masterton, in bottles, 1s 6d and 2s 6d. bbox=[968, 1136, 1094, 1308]
dateline: FLEMINGTON, November 1. bbox=[446, 213, 529, 221]
article-paragraph: Hon. Dr Findlay, Minister for Justice, interviewed regarding the statements made by Mr H. W. Northcroft, S.M., in Auckland yesterday, said he was utterly at a loss to understand Mr Northcroft's remarks. They came as an absolute surprise to him. During his tenure of office as Minister for Justice no suggestion had ever reached him of anything of a kind. He had no occasion been written to by persons in connection with cases before the court, but had on all times uniformly refused to take any action whatever in the premises. bbox=[288, 459, 415, 557]
subheading: THE CUP WON BY COMEDY KING. bbox=[433, 172, 542, 190]
article-paragraph: The Whangamomona tunnel, on the Stratford-Ongarue railway, is now in for some twelve chains from the eastern side. The tender has been accepted for the erection of the Pohokura station buildings. bbox=[16, 76, 143, 117]
divider bbox=[568, 705, 679, 706]
phosphol-advert: Phosphol is an emulsion of Cod Liver Oil with Hypophosphites, and is the finest nerve, bone, fat and muscle builder known. bbox=[288, 1177, 415, 1202]
article-paragraph: Another large audience greeted the Thompson-Payne pictures at the Foresters' Hall last evening, and judging by the manner in which the pictures were received, those present were well pleased with the excellent programme. The items showed fine quality, and it abounds with thrilling incidents, including a cowboy film depicting a cowboy who hired a crew to attack a feast. A famous talking horse, Dor Boutz, plays a leading part in this drama, and carries the heroine through many exciting scenes. "In the Great North-west," "A Child of the Ghetto," and "Florida's Hart," go to make perhaps the best series of dramatic subjects Messrs Thompson and Payne have placed before a Masterton audience. "The Little Doctor of Foothills," and "Mugsy's Baby," were the favourites of the lighter subjects. Very few of the pictures were up to the last very high standard. There will be a complete change of programme to-morrow night, which will include some particularly good drama subjects. bbox=[560, 1220, 688, 1400]
article-paragraph: Members were then sworn in, and Parliament adjourned till to-morrow. bbox=[968, 410, 1094, 426]
article-paragraph: In reply to Mr Joseph Ward, witness said he had not informed the Government that Mr Symes had claimed a commission. bbox=[560, 1060, 687, 1085]
masthead bbox=[12, 8, 1104, 39]
eeling-paragraphs bbox=[288, 139, 415, 287]
speed-race-paragraphs bbox=[832, 217, 959, 295]
berlin-heading: RIOTS IN BERLIN. bbox=[726, 118, 793, 150]
article-paragraph: The funeral of the infant son of Mr and Mrs G. Street, of Lansdale, took place on Sunday, and was largely attended. Many floral wreaths were placed on the grave. The funeral service was conducted by the Rev. J. Phillips. bbox=[152, 1062, 279, 1103]
article-paragraph: Among the rich savings handed down to us by the sage men of the East is this:—"A lost inch of gold may be found; a lost inch of time, never." Every day you neglect to send for the entry form and rules of this great competition means a dead loss to you. By acting now you will have as good a chance to win one of the three Oxo Cameras, valued altogether at £20, as the man who entered at the first opportunity. How many unique photographs might have been taken since you first read of this competition? Perhaps you have just missed the picture that would have won first prize. "New Zealand Country Life," the subject of this competition, is simply teeming with opportunities for the amateur photographer, and the fact that only those evidently outside the towns will enable them to enter, makes the competition more attractive still to country residents. There is no charge at all for entry, and entrants have no need to write a letter or anything. Now is the time to send for your entry form. The Imperial Camera Co., Willis Street, Wellington. bbox=[696, 513, 823, 710]
article-paragraph: The following weights have been declared for the Dannevirke races:—Ruamaui Hurdles, 1½ miles—Mohi 11.0, Waikite 10.13, Hermit 10.9, Wattercole and Winkawairo 10.0, Mileridal and Claremore 9.7, Mud 9.6, The Spaniard 9.3, Flamingo, Kaiwaka, and Seawell 9.0. bbox=[560, 302, 687, 360]
subheading: A MAGNIFICENT PAGEANT. bbox=[979, 156, 1083, 165]
divider bbox=[840, 1131, 951, 1132]
article-paragraph: A demonstration of cooking by gas will be given in the municipal show-rooms, Queen Street, on Thursday, at 3.30 p.m. bbox=[152, 551, 279, 576]
article-paragraph: Mr J. D. Westlake, one of the candidates for the vacant seat on the Pahiatua Borough Council, in an advertisement in the local paper, states that what is wanted are "capitalists that will catch the bull by the horns, not namby-pamby, half-hearted, brainless wind-bags, who are always trimming for votes." bbox=[16, 359, 143, 416]
ymca-heading: Y.M.C.A. FOREIGN WORK. bbox=[848, 632, 943, 656]
dateline: CAPETOWN, October 31. bbox=[994, 177, 1068, 185]
press-credit: United Press Association—By Electric Telegraph—Copyright. bbox=[968, 96, 1086, 114]
article-paragraph: As a result of the drainage operations in the Piako Swamp, an area of six or seven thousand acres will be thrown open for settlement in January next, and a further area in April. This land extends from Kerepehi to nearly opposite the Pipiroa, and lies between the Piako and the Thames Rivers. It is said to be excellent dairying country. It will be cut into blocks of one hundred acres or a little over, and offered on the optional tenure. bbox=[16, 570, 143, 652]
divider bbox=[568, 1189, 679, 1190]
article-paragraph: The police have announced that, if rioting is renewed, and the rabbles prove unavailing, the police will be firing at windows, and every door opened. If the mobs are dispersed, no warning will be given. bbox=[696, 212, 823, 253]
article-paragraph: At the close of the address, votes of thanks were carried, Mr Lang shook hands with all present, and the singing of the well-known send-off hymn ended a very happy gathering. bbox=[832, 1093, 959, 1126]
article-paragraph: Apple Pie (Foley) ... 3 bbox=[432, 811, 491, 819]
article-paragraph: A heavy downpour of rain occurred in Masterton at an early hour this morning. It will have an appreciable effect upon cereal crops. bbox=[152, 42, 279, 66]
article-paragraph: The Hine Committee of the Legislative Council met last night, and took the evidence of F. W. Cornhill (formerly Government Valuer), and Mr Ritchie, Land Purchase Inspector, concerning the purchase of the Mairoa estate. Mr Cornhill stated that the Hon. T. K. Macdonald had asked him to value the property high. bbox=[152, 111, 279, 177]
subheading: THOMPSON-PAYNE PICTURES. bbox=[566, 1209, 681, 1219]
cup-paragraphs bbox=[424, 223, 551, 770]
cable-news-banner: CABLE NEWS bbox=[968, 40, 1094, 93]
column-2 bbox=[148, 42, 284, 1531]
subheading: AN ALTITUDE RECORD. bbox=[848, 136, 943, 145]
column-6 bbox=[692, 42, 828, 1531]
district-credit: (From Our Own Correspondents.) bbox=[305, 672, 398, 680]
cable-news-banner: CABLE NEWS bbox=[696, 40, 823, 93]
divider bbox=[432, 1120, 543, 1121]
divider bbox=[568, 1091, 679, 1092]
article-paragraph: The man in charge of the car was named Taylor, and was employed by Messrs Barrand and Abraham, of Palmerston. He was taking the car from Carterton to Palmerston. The car was going quite slowly when through some mistake it got too close to the edge. The steering gear, or the wheels, for effort had been made to negotiate the sharp corner. The car went over the bank, a sheer drop of nearly one hundred feet. bbox=[832, 485, 959, 567]
article-paragraph: Mrs Captain Adams gave an encouraging address on the benefits of No-license. Salvation Army officers, in the course of visiting, had, she said, access to many homes, and she cited instances that had come under their notice of homes made happier, of wives thanking God for No-license, and of children being better cared for. bbox=[968, 917, 1094, 983]
article-paragraph: The continued dry and warm weather is having a markedly bad effect on the cereal crops in this district, states the Ashburton Mail, and is causing settlers to come into our immediate vicinity. Several farmers who were in town yesterday from the country districts expressed the opinion that if a heavy rain did not fall soon the greater part of the spring crops would fail. bbox=[16, 494, 143, 568]
divider bbox=[840, 626, 951, 627]
dateline: DANNEVIRKE, Last Night. bbox=[584, 292, 663, 300]
article-paragraph: A London cable announces the death of Mr J. A. Aston, the ambulance worker, and said Sir William Agnew, printer and publisher. bbox=[152, 880, 279, 904]
article-paragraph: Speaking in the Legislative Council yesterday afternoon on the Water Power Bill, the Hon. W. W. McCardle, a former resident of Pahiatua, said that water whenever might be the case with other proposed schemes, there was no doubt as to the reliability of the data in regard to the Mokau scheme. It could reasonably serve the whole population of about 50,000, and over a thousand farms could be supplied. Water so delivered would be directly advantageous to the industries of the district. bbox=[152, 230, 279, 320]
article-paragraph: Parsee, Corge, Patronatus, Bobadee, Footnote, Indiscreet, St. Wyne, Lansgold, and Moselle were scratched. Kertle was the first to show in front, and led past the stand, just in front of Mindful, Danaus, Britain, Idyll, Flavian, Apple Pie, Prime Fighter, Comedy King, Gloster, Aborigine, Dunaus and Alawa. Mindful led out of the straight from Kerdie, Apple Pie, Danaus, and Pendil, with Comedy King moving up. Along the back, Mindful moved into fourth place, with Flavian next, followed by Sons-of-a-Gun, Comedy King, Gloster, Poet Town, and Alawa. Past the sheds, Mindful led from Danaus, Mindful, Trafalgar, Apple Pie, Flavian, Poet Town, Comedy King, and Prime Fighter. Shortly afterwards Comedy King moved fast and took charge, whilst Alawa galloped in pursuit. Comedy King led at the distance from Apple Pie, Alawa and Trafalgar. Alawa faded away, and Trafalgar came strongly. A most exciting finish ensued, Pendil putting in a fast run. Comedy King was strongly pressed but succeeded by a neck, two lengths separating the second and third horses. Pendil was fourth. Then came Alawa, Mindful, Gloster, Danaus, and Moselle. The last three were Lord Nolan, Kerie, and Kertle. Time, 3min. 27 3-4sec. bbox=[424, 831, 551, 1061]
article-paragraph: The accident happened while the express to Ashurst was passing through the Gorge, and several on the train witnessed the accident. A telephone message was sent from the Gorge station to Ashhurst, and also to Woodville, but the Ashhurst contingent was first on the scene. bbox=[832, 434, 959, 483]
pectrol-heading: WHAT IS PECTROL? bbox=[993, 1125, 1068, 1135]
article-paragraph: Mr L. J. Hooper, of Masterton, who has been on an extended holiday to the Auckland Province, returned home by the late train last evening. bbox=[152, 933, 279, 965]
advert-title: IF YOU HAVE bbox=[50, 931, 109, 942]
subheading: WRECK A POWER STATION. bbox=[568, 152, 679, 161]
credit-line: (By Telegraph—Press Association.) bbox=[710, 344, 809, 352]
constipation-heading: The Cause Of Constipation. bbox=[577, 1532, 670, 1542]
divider bbox=[568, 1406, 679, 1407]
article-paragraph: Mr Graham-White's propeller snapped at the close of the speed race, and his monoplane turned over. Mr White was taken out uninjured. He was declared the winner. bbox=[832, 243, 959, 276]
melbourne-cup-heading: MELBOURNE CUP. bbox=[439, 118, 536, 150]
article-paragraph: Last night, Mr Lang, Secretary designate to the Hyderabad Y.M.C.A., India, spoke to a number of men, their wives and lady friends at the room in Masterton on the subject of foreign work by the Y.M.C.A. field. His subject was "Why the Foreign Work?" The question had been asked, were not the Churches doing sufficient? Twenty years ago the Missionaries of India had asked the Y.M.C.A. to send out men for work in that vastly populated country, and very loyally had America answered that call. Two years ago a definite call had been made in respect of the Australasian Associations, and it was now that an appointment had been made, and he, the speaker, was proud to be chosen as the first man to be sent, and with Mrs Lang, was even now on his way to Hyderabad, in India. A second reason why the Association should take up foreign work was because of the fact that hundreds of young men were entering commercial positions in India, leaving home influences and friends, and so it was the Y.M.C.A. to step in, not only on behalf of the native student, but on behalf of the European. bbox=[832, 669, 959, 874]
laxo-tone-paragraphs bbox=[696, 733, 823, 815]
article-paragraph: Steeplechase.—Acmé Eagle 9.7, 1; Stately 10.7, 2; Hopor 10.7, 3. Seventeen others started. Time, 5min. 16sec. bbox=[424, 1063, 551, 1087]
personal-paragraphs bbox=[152, 720, 279, 1103]
article-paragraph: Messrs Dalgety and Co., Ltd., report having held their usual weekly sale in the P.F.A. yards, when they offered a fair entry of cattle, but no sheep came forward. We quote:—Springing heifers, £3 15s, £4 to £5 13s; yearling heifers, 30s to 40s; yearling steers, £2 10s to £2 15s 6d; three cows, £2 15s to £3 5s; cows and calves to £4. Our next sale will be in the Mangaone Road yards next Tuesday, November 8th. bbox=[560, 1110, 687, 1184]
